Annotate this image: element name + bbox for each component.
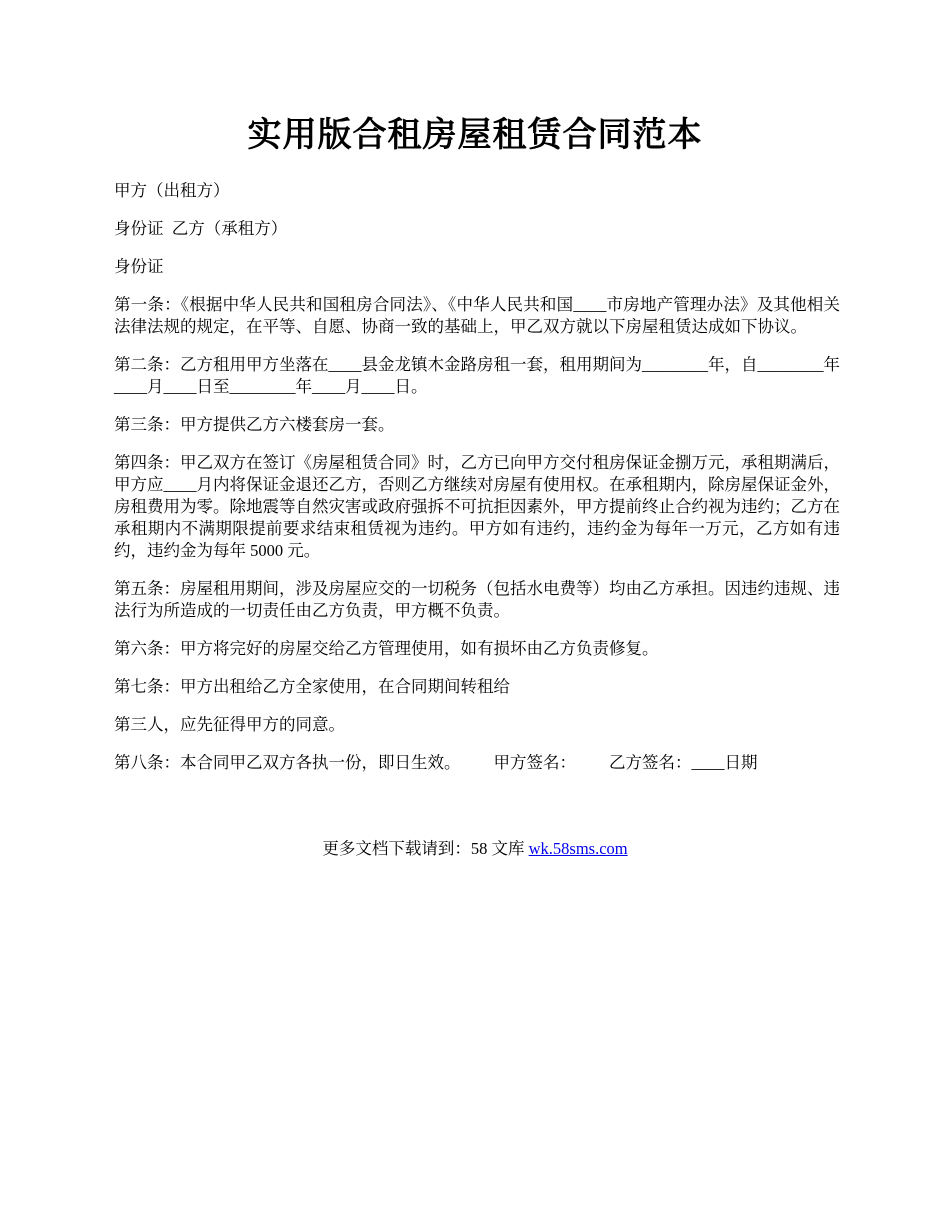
clause-6: 第六条：甲方将完好的房屋交给乙方管理使用，如有损坏由乙方负责修复。 bbox=[114, 639, 659, 658]
document-title: 实用版合租房屋租赁合同范本 bbox=[247, 117, 703, 154]
clause-2: 第二条：乙方租用甲方坐落在____县金龙镇木金路房租一套，租用期间为________年，自________年____月____日至________年____月____日。 bbox=[114, 355, 840, 396]
footer-text: 更多文档下载请到：58 文库 bbox=[322, 839, 529, 858]
clause-7: 第七条：甲方出租给乙方全家使用，在合同期间转租给 bbox=[114, 677, 510, 696]
id-card-line: 身份证 bbox=[114, 257, 164, 276]
clause-1: 第一条：《根据中华人民共和国租房合同法》、《中华人民共和国____市房地产管理办法》及其他相关法律法规的规定，在平等、自愿、协商一致的基础上，甲乙双方就以下房屋租赁达成如下协议。 bbox=[114, 295, 840, 336]
document-body bbox=[114, 180, 840, 790]
clause-8-signature-line: 第八条：本合同甲乙双方各执一份，即日生效。 甲方签名： 乙方签名：____日期 bbox=[114, 753, 758, 772]
footer-link[interactable]: wk.58sms.com bbox=[528, 839, 628, 858]
clause-5: 第五条：房屋租用期间，涉及房屋应交的一切税务（包括水电费等）均由乙方承担。因违约违规、违法行为所造成的一切责任由乙方负责，甲方概不负责。 bbox=[114, 579, 840, 620]
clause-4: 第四条：甲乙双方在签订《房屋租赁合同》时，乙方已向甲方交付租房保证金捌万元，承租期满后，甲方应____月内将保证金退还乙方，否则乙方继续对房屋有使用权。在承租期内，除房屋保证金外，房租费用为零。除地震等自然灾害或政府强拆不可抗拒因素外，甲方提前终止合约视为违约；乙方在承租期内不满期限提前要求结束租赁视为违约。甲方如有违约，违约金为每年一万元，乙方如有违约，违约金为每年 5000 元。 bbox=[114, 453, 840, 560]
clause-3: 第三条：甲方提供乙方六楼套房一套。 bbox=[114, 415, 395, 434]
download-footer bbox=[0, 838, 950, 860]
party-b-line: 身份证 乙方（承租方） bbox=[114, 219, 288, 238]
clause-7-continued: 第三人，应先征得甲方的同意。 bbox=[114, 715, 345, 734]
party-a-line: 甲方（出租方） bbox=[114, 181, 230, 200]
